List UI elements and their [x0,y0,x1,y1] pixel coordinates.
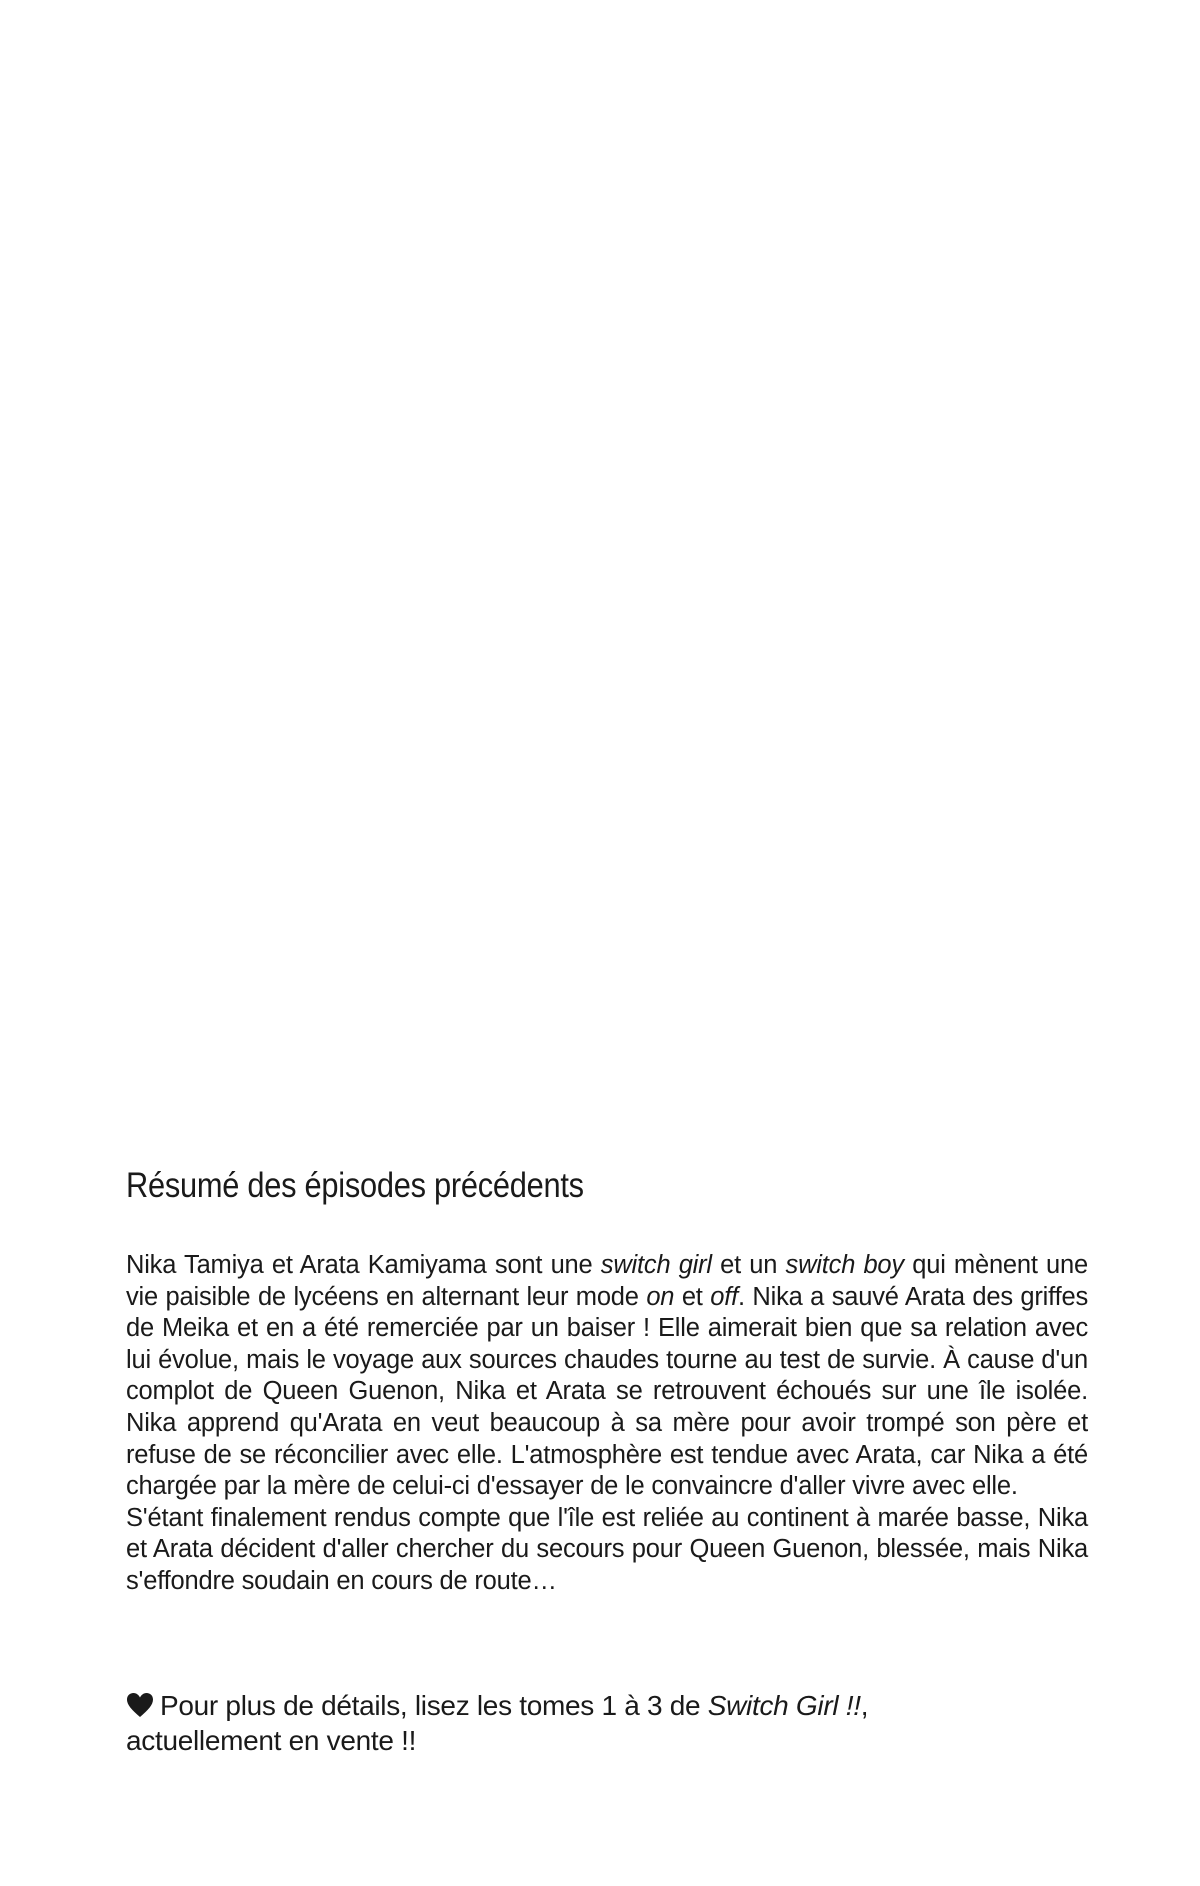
summary-body [126,1250,1088,1598]
text-segment: et un [711,1251,786,1279]
text-segment: . Nika a sauvé Arata des griffes de Meika et en a été remerciée par un baiser ! Elle aimerait bien que sa relation avec lui évolue, mais le voyage aux sources chaudes tourne au test de survie. À cause d'un complot de Queen Guenon, Nika et Arata se retrouvent échoués sur une île isolée. Nika apprend qu'Arata en veut beaucoup à sa mère pour avoir trompé son père et refuse de se réconcilier avec elle. L'atmosphère est tendue avec Arata, car Nika a été chargée par la mère de celui-ci d'essayer de le convaincre d'aller vivre avec elle. [126,1282,1088,1501]
heart-icon [126,1692,154,1718]
further-reading-note [126,1688,1026,1758]
note-text: Pour plus de détails, lisez les tomes 1 à 3 de [160,1690,708,1721]
summary-paragraph-2: S'étant finalement rendus compte que l'île est reliée au continent à marée basse, Nika et Arata décident d'aller chercher du secours pour Queen Guenon, blessée, mais Nika s'effondre soudain en cours de route… [126,1503,1088,1595]
italic-term: switch girl [600,1251,712,1279]
italic-term: off [710,1282,738,1311]
italic-term: switch boy [785,1251,904,1279]
text-segment: et [674,1282,711,1311]
text-segment: qui mènent une vie paisible de lycéens en alternant leur mode [126,1251,1088,1311]
italic-term: on [646,1282,675,1311]
note-punctuation: , [860,1690,869,1721]
note-line-1 [126,1688,1026,1723]
previous-episodes-summary [126,1166,1088,1598]
note-line-2: actuellement en vente !! [126,1725,417,1756]
text-segment: Nika Tamiya et Arata Kamiyama sont une [126,1251,601,1279]
summary-title: Résumé des épisodes précédents [126,1166,584,1205]
series-title: Switch Girl !! [707,1690,861,1721]
summary-paragraph-1 [126,1250,1088,1503]
